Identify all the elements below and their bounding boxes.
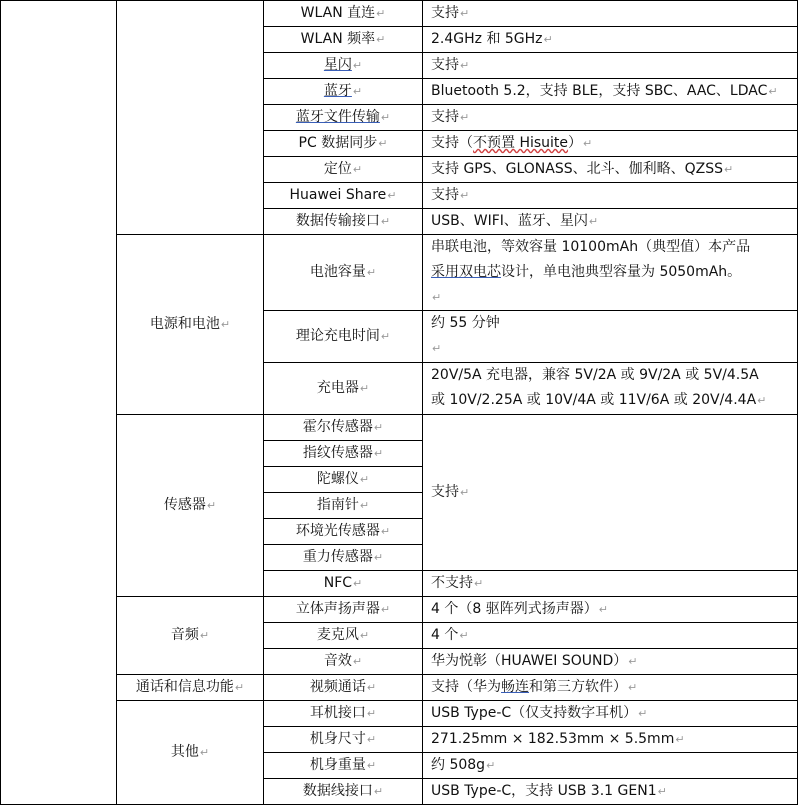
spec-value: 支持↵: [423, 1, 798, 27]
spec-name: Huawei Share↵: [264, 183, 423, 209]
spec-value: 支持↵: [423, 183, 798, 209]
table-row: [1, 597, 798, 623]
table-row: [1, 701, 798, 727]
table-row: [1, 1, 798, 27]
spec-name: 充电器↵: [264, 363, 423, 415]
spec-name: 数据线接口↵: [264, 779, 423, 805]
category-calls: 通话和信息功能↵: [117, 675, 264, 701]
spec-name: 蓝牙↵: [264, 79, 423, 105]
spec-name: 电池容量↵: [264, 235, 423, 311]
category-connectivity-blank: [117, 1, 264, 235]
table-row: [1, 415, 798, 441]
spec-name: 定位↵: [264, 157, 423, 183]
spec-name: 理论充电时间↵: [264, 311, 423, 363]
spec-name: 机身尺寸↵: [264, 727, 423, 753]
spec-name: 耳机接口↵: [264, 701, 423, 727]
spec-name: 视频通话↵: [264, 675, 423, 701]
spec-value: USB Type-C，支持 USB 3.1 GEN1↵: [423, 779, 798, 805]
spec-name: NFC↵: [264, 571, 423, 597]
spec-value: 不支持↵: [423, 571, 798, 597]
spec-value: 约 55 分钟 ↵: [423, 311, 798, 363]
spec-name: 机身重量↵: [264, 753, 423, 779]
spec-name: 音效↵: [264, 649, 423, 675]
spec-name: 环境光传感器↵: [264, 519, 423, 545]
spec-name: 霍尔传感器↵: [264, 415, 423, 441]
spec-name: PC 数据同步↵: [264, 131, 423, 157]
spec-value-sensors: 支持↵: [423, 415, 798, 571]
spec-value: 华为悦彰（HUAWEI SOUND）↵: [423, 649, 798, 675]
category-audio: 音频↵: [117, 597, 264, 675]
spec-name: 立体声扬声器↵: [264, 597, 423, 623]
category-sensors: 传感器↵: [117, 415, 264, 597]
spec-value: USB、WIFI、蓝牙、星闪↵: [423, 209, 798, 235]
spec-name: WLAN 直连↵: [264, 1, 423, 27]
spec-name: 蓝牙文件传输↵: [264, 105, 423, 131]
table-row: [1, 675, 798, 701]
table-row: [1, 235, 798, 311]
spec-name: 数据传输接口↵: [264, 209, 423, 235]
category-power: 电源和电池↵: [117, 235, 264, 415]
spec-name: 麦克风↵: [264, 623, 423, 649]
spec-name: 指南针↵: [264, 493, 423, 519]
spec-value: 支持↵: [423, 105, 798, 131]
left-blank-column: [1, 1, 117, 805]
spec-value: 271.25mm × 182.53mm × 5.5mm↵: [423, 727, 798, 753]
spec-value: Bluetooth 5.2，支持 BLE，支持 SBC、AAC、LDAC↵: [423, 79, 798, 105]
spec-name: 重力传感器↵: [264, 545, 423, 571]
spec-value: 约 508g↵: [423, 753, 798, 779]
spec-value: 支持（华为畅连和第三方软件）↵: [423, 675, 798, 701]
spec-value: 支持（不预置 Hisuite）↵: [423, 131, 798, 157]
spec-value: 支持 GPS、GLONASS、北斗、伽利略、QZSS↵: [423, 157, 798, 183]
spec-name: WLAN 频率↵: [264, 27, 423, 53]
spec-value: USB Type-C（仅支持数字耳机）↵: [423, 701, 798, 727]
spec-value: 20V/5A 充电器，兼容 5V/2A 或 9V/2A 或 5V/4.5A 或 10V/2.25A 或 10V/4A 或 11V/6A 或 20V/4.4A↵: [423, 363, 798, 415]
spec-name: 星闪↵: [264, 53, 423, 79]
spec-value: 2.4GHz 和 5GHz↵: [423, 27, 798, 53]
spec-value: 支持↵: [423, 53, 798, 79]
spec-name: 陀螺仪↵: [264, 467, 423, 493]
spec-value: 4 个↵: [423, 623, 798, 649]
spec-value: 4 个（8 驱阵列式扬声器）↵: [423, 597, 798, 623]
category-other: 其他↵: [117, 701, 264, 805]
spec-name: 指纹传感器↵: [264, 441, 423, 467]
spec-value: 串联电池，等效容量 10100mAh（典型值）本产品 采用双电芯设计，单电池典型容量为 5050mAh。 ↵: [423, 235, 798, 311]
